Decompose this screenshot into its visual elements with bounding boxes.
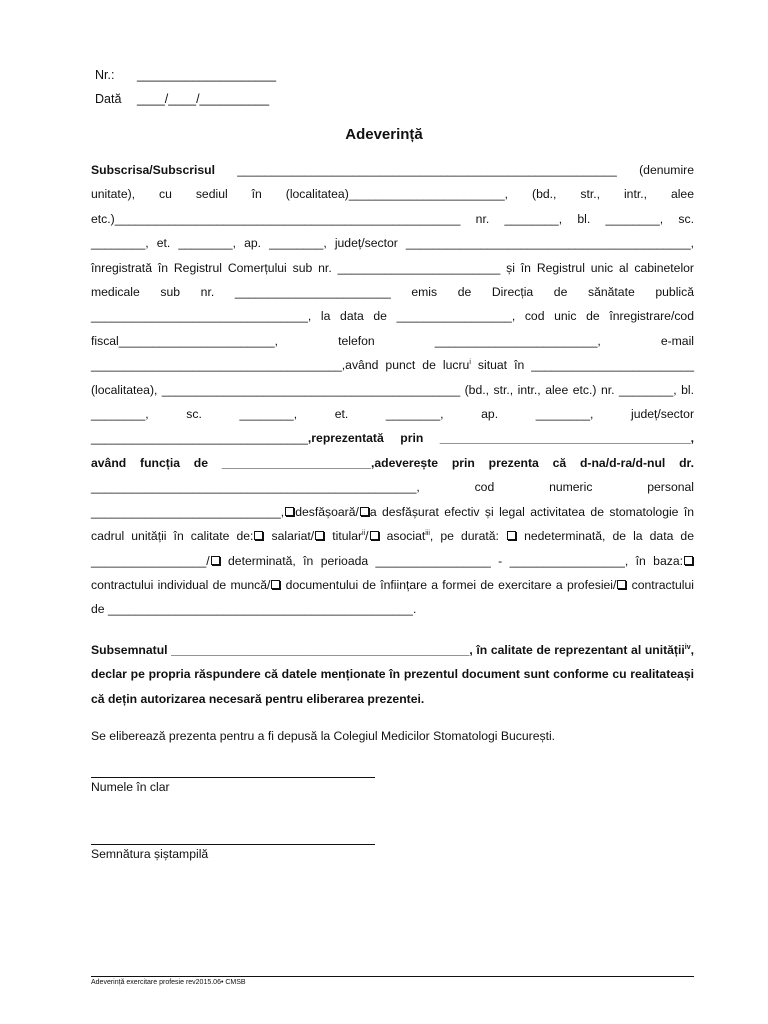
checkbox-icon — [315, 531, 324, 540]
declaration-text-1: Subsemnatul ____________________________________________, în calitate de reprezentant al unității — [91, 643, 685, 657]
checkbox-icon — [370, 531, 379, 540]
opt-owner: titular — [325, 529, 363, 544]
number-blank: ____________________ — [137, 68, 277, 82]
form-text-3: ________________________________________________, cod numeric personal ____________________________, — [91, 480, 694, 519]
footnote-ref-2: ii — [362, 530, 366, 538]
opt-fixed-term: determinată, în perioada _________________ - _________________, în baza: — [220, 553, 683, 568]
duration-label: , pe durată: — [429, 529, 499, 544]
footnote-ref-4: iv — [684, 643, 691, 651]
declaration-text-2: , declar pe propria răspundere că datele menționate în prezentul document sunt conforme cu realitateași că dețin autorizarea necesară pentru eliberarea prezentei. — [91, 643, 694, 706]
date-blank: ____/____/__________ — [137, 92, 270, 106]
checkbox-icon — [684, 556, 693, 565]
subscriber-label: Subscrisa/Subscrisul — [91, 163, 215, 177]
footnote-ref-3: iii — [425, 530, 430, 538]
separator: / — [365, 529, 369, 544]
stamp-signature-line — [91, 844, 375, 845]
issuance-note: Se eliberează prezenta pentru a fi depusă la Colegiul Medicilor Stomatologi București. — [91, 729, 556, 743]
signature-label: Semnătura șiștampilă — [91, 847, 209, 861]
footnote-ref-1: i — [469, 359, 471, 367]
number-label: Nr.: — [95, 68, 115, 82]
form-text-4: a desfășurat efectiv și legal activitatea de stomatologie în cadrul unității în calitate de: — [91, 504, 694, 544]
footer-rule — [91, 976, 694, 977]
checkbox-icon — [360, 507, 369, 516]
opt-associate: asociat — [379, 529, 426, 544]
opt-employee: salariat/ — [264, 529, 315, 544]
form-text-1: ________________________________________________________ (denumire unitate), cu sediul în (localitatea)_______________________, (bd., str., intr., alee etc.)___________________________________________________ nr. ________, bl. ________, sc. ________, et. ________, ap. ________, județ/sector __________________________________________, înregistrată în Registrul Comerțului sub nr. ________________________ și în Registrul unic al cabinetelor medicale sub nr. _______________________ emis de Direcția de sănătate publică ________________________________, la data de _________________, cod unic de înregistrare/cod fiscal_______________________, telefon ________________________, e-mail _____________________________________,având punct de lucru — [91, 163, 694, 373]
date-line — [95, 92, 269, 106]
checkbox-icon — [617, 580, 626, 589]
checkbox-icon — [285, 507, 294, 516]
opt-founding-document: documentului de înființare a formei de exercitare a profesiei/ — [281, 577, 617, 592]
name-signature-line — [91, 777, 375, 778]
checkbox-icon — [211, 556, 220, 565]
checkbox-icon — [254, 531, 263, 540]
form-text-2: situat în ________________________ (localitatea), ____________________________________________ (bd., str., intr., alee etc.) nr. ________, bl. ________, sc. ________, et. ________, ap. ________, județ/sector ________________________________ — [91, 358, 694, 446]
opt-contract: contractului de _____________________________________________. — [91, 577, 694, 617]
opt-indefinite: nedeterminată, de la data de _________________/ — [91, 529, 694, 568]
footer-text: Adeverință exercitare profesie rev2015.06• CMSB — [91, 979, 246, 986]
number-line — [95, 68, 276, 82]
form-body — [91, 158, 694, 622]
name-label: Numele în clar — [91, 780, 170, 794]
declaration — [91, 638, 694, 711]
opt-current-activity: desfășoară/ — [295, 504, 359, 519]
date-label: Dată — [95, 92, 122, 106]
checkbox-icon — [507, 531, 516, 540]
document-title: Adeverință — [345, 126, 423, 143]
checkbox-icon — [271, 580, 280, 589]
representative-text: ,reprezentată prin _____________________________________, având funcția de ______________________,adeverește prin prezenta că d-na/d-ra/d-nul dr. — [91, 431, 694, 470]
opt-employment-contract: contractului individual de muncă/ — [91, 577, 271, 592]
